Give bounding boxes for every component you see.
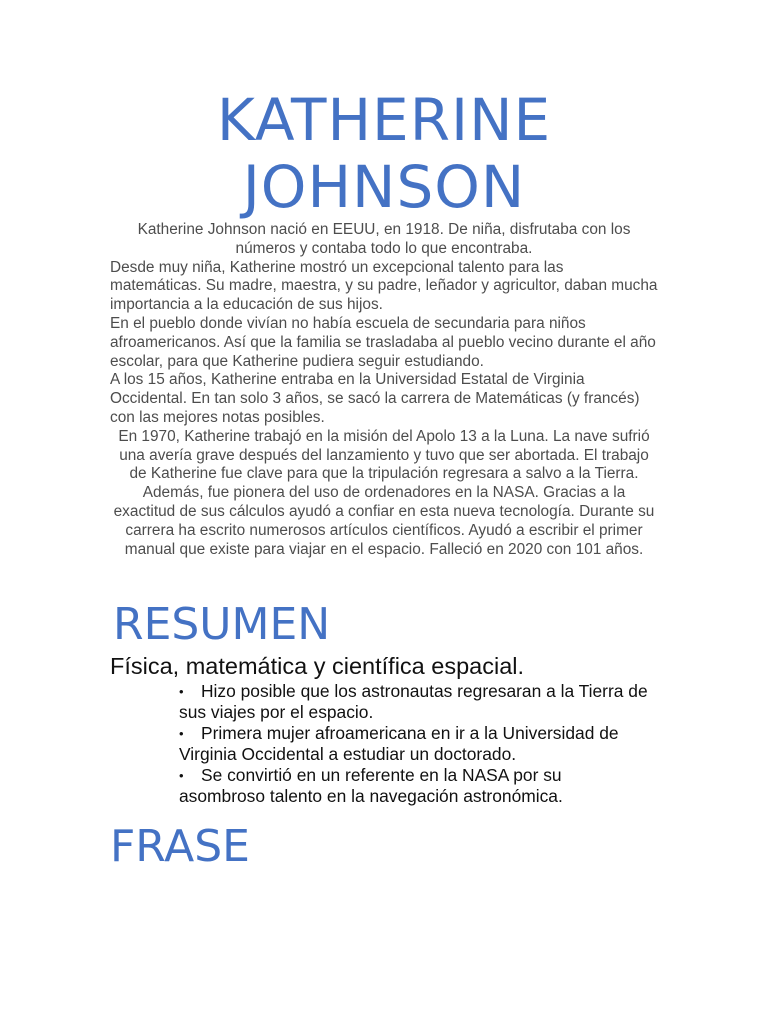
list-item [179,723,649,765]
paragraph-apollo: En 1970, Katherine trabajó en la misión del Apolo 13 a la Luna. La nave sufrió una avería grave después del lanzamiento y tuvo que ser abortada. El trabajo de Katherine fue clave para que la tripulación regresara a salvo a la Tierra. [118,427,650,483]
paragraph-university: A los 15 años, Katherine entraba en la Universidad Estatal de Virginia Occidental. En tan solo 3 años, se sacó la carrera de Matemáticas (y francés) con las mejores notas posibles. [110,371,640,426]
title-line-2: JOHNSON [242,153,526,221]
frase-heading: FRASE [110,821,250,872]
resumen-bullet-list [179,681,649,807]
list-item-text: Primera mujer afroamericana en ir a la Universidad de Virginia Occidental a estudiar un doctorado. [179,723,619,764]
list-item-text: Hizo posible que los astronautas regresaran a la Tierra de sus viajes por el espacio. [179,681,648,722]
bullet-icon: • [179,726,184,741]
biography-text [110,221,658,559]
resumen-subtitle: Física, matemática y científica espacial. [110,653,525,679]
list-item [179,681,649,723]
list-item-text: Se convirtió en un referente en la NASA por su asombroso talento en la navegación astronómica. [179,765,563,806]
title-line-1: KATHERINE [216,86,552,154]
resumen-heading: RESUMEN [113,599,331,650]
paragraph-childhood: Desde muy niña, Katherine mostró un excepcional talento para las matemáticas. Su madre, maestra, y su padre, leñador y agricultor, daban mucha importancia a la educación de sus hijos. [110,258,658,314]
list-item [179,765,649,807]
paragraph-school: En el pueblo donde vivían no había escuela de secundaria para niños afroamericanos. Así que la familia se trasladaba al pueblo vecino durante el año escolar, para que Katherine pudiera seguir estudiando. [110,314,656,370]
paragraph-nasa: Además, fue pionera del uso de ordenadores en la NASA. Gracias a la exactitud de sus cálculos ayudó a confiar en esta nueva tecnología. Durante su carrera ha escrito numerosos artículos científicos. Ayudó a escribir el primer manual que existe para viajar en el espacio. Falleció en 2020 con 101 años. [113,484,655,558]
paragraph-birth: Katherine Johnson nació en EEUU, en 1918. De niña, disfrutaba con los números y contaba todo lo que encontraba. [137,221,631,257]
bullet-icon: • [179,684,184,699]
bullet-icon: • [179,768,184,783]
